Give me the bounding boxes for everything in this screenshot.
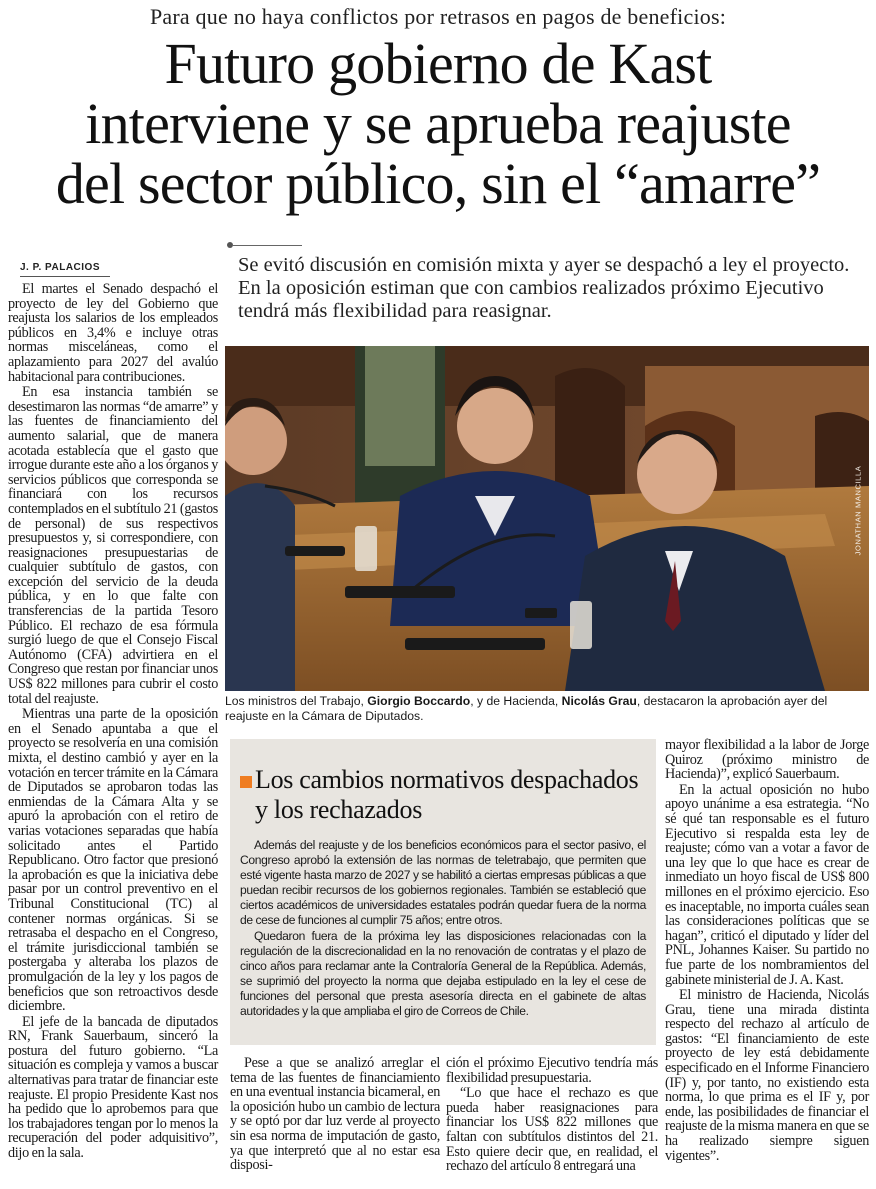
- photo-caption: [225, 694, 869, 723]
- article-kicker: Para que no haya conflictos por retrasos en pagos de beneficios:: [149, 4, 727, 29]
- box-body: [240, 838, 646, 1019]
- middle-column-2: [446, 1056, 658, 1175]
- headline-line: Futuro gobierno de Kast: [164, 31, 712, 96]
- right-column: [665, 738, 869, 1164]
- photo-credit: JONATHAN MANCILLA: [853, 465, 863, 556]
- caption-text: Los ministros del Trabajo,: [225, 694, 368, 708]
- paragraph: Mientras una parte de la oposición en el Senado apuntaba a que el proyecto se resolvería en una comisión mixta, el destino cambió y ayer en la votación en tercer trámite en la Cámara de Diputados se aprobaron todas las enmiendas de la Cámara Alta y se apuró la aprobación con el retiro de varias votaciones separadas que había solicitado antes el Partido Republicano. Otro factor que presionó la aprobación es que la iniciativa debe pasar por un control preventivo en el Tribunal Constitucional (TC) al contener normas orgánicas. Si se retrasaba el despacho en el Congreso, el trámite jurisdiccional también se postergaba y alteraba los plazos de promulgación de la ley y los pagos de beneficios que son retroactivos desde diciembre.: [8, 706, 218, 1015]
- caption-name: Giorgio Boccardo: [367, 694, 471, 708]
- paragraph: Pese a que se analizó arreglar el tema de las fuentes de financiamiento en una eventual instancia bicameral, en la oposición hubo un cambio de lectura y se optó por dar luz verde al proyecto sin esa norma de imputación de gasto, ya que interpretó que al no estar esa disposi-: [230, 1055, 440, 1174]
- paragraph: El jefe de la bancada de diputados RN, Frank Sauerbaum, sinceró la postura del futuro gobierno. “La situación es compleja y vamos a buscar alternativas para tratar de financiar este reajuste. El propio Presidente Kast nos ha pedido que lo aprobemos para que los trabajadores tengan por lo menos la recuperación del poder adquisitivo”, dijo en la sala.: [8, 1013, 218, 1162]
- paragraph: ción el próximo Ejecutivo tendría más flexibilidad presupuestaria.: [446, 1055, 658, 1086]
- headline-line: del sector público, sin el “amarre”: [55, 151, 821, 216]
- caption-name: Nicolás Grau: [561, 694, 637, 708]
- news-photo: [225, 346, 869, 691]
- subhead-rule: [232, 245, 302, 246]
- caption-text: , destacaron la aprobación ayer del reajuste en la Cámara de Diputados.: [225, 694, 828, 723]
- box-accent-square: [240, 776, 252, 788]
- paragraph: “Lo que hace el rechazo es que pueda haber reasignaciones para financiar los US$ 822 millones que faltan con subtítulos distintos del 21. Esto quiere decir que, en realidad, el rechazo del artículo 8 entregará una: [446, 1085, 658, 1175]
- paragraph: mayor flexibilidad a la labor de Jorge Quiroz (próximo ministro de Hacienda)”, explicó Sauerbaum.: [665, 737, 869, 783]
- middle-column-1: [230, 1056, 440, 1174]
- article-subhead: Se evitó discusión en comisión mixta y ayer se despachó a ley el proyecto. En la oposición estiman que con cambios realizados próximo Ejecutivo tendrá más flexibilidad para reasignar.: [238, 254, 850, 322]
- paragraph: Además del reajuste y de los beneficios económicos para el sector pasivo, el Congreso aprobó la extensión de las normas de teletrabajo, que permiten que esté vigente hasta marzo de 2027 y se habilitó a ciertas empresas públicas a que puedan recibir recursos de los gobiernos regionales. También se estableció que ciertos académicos de universidades estatales podrán quedar fuera de la norma de cese de funciones al cumplir 75 años; entre otros.: [240, 838, 646, 928]
- headline-line: interviene y se aprueba reajuste: [85, 91, 791, 156]
- paragraph: El ministro de Hacienda, Nicolás Grau, tiene una mirada distinta respecto del rechazo al artículo de gastos: “El financiamiento de este proyecto de ley está debidamente especificado en el Informe Financiero (IF) y, por tanto, no existiendo esta norma, lo que prima es el IF y, por ende, las posibilidades de financiar el reajuste de la misma manera en que se ha realizado siempre siguen vigentes”.: [665, 987, 869, 1164]
- caption-text: , y de Hacienda,: [470, 694, 562, 708]
- paragraph: En la actual oposición no hubo apoyo unánime a esa estrategia. “No sé qué tan responsable es el futuro Ejecutivo si respalda esta ley de reajuste; cómo van a votar a favor de una ley que lo que hace es crear de inmediato un hoyo fiscal de US$ 800 millones en el próximo ejercicio. Eso es inaceptable, no importa cuáles sean las consideraciones políticas que se hagan”, criticó el diputado y líder del PNL, Johannes Kaiser. Su partido no fue parte de los nombramientos del gabinete ministerial de J. A. Kast.: [665, 781, 869, 988]
- left-column: [8, 282, 218, 1162]
- box-title: Los cambios normativos despachados y los rechazados: [255, 765, 639, 824]
- byline: J. P. PALACIOS: [20, 262, 100, 273]
- paragraph: En esa instancia también se desestimaron las normas “de amarre” y las fuentes de financiamiento del aumento salarial, que de manera acotada establecía que el gasto que irrogue durante este año a los órganos y servicios públicos que corresponda se financiará con los recursos contemplados en el subtítulo 21 (gastos de personal) de sus respectivos presupuestos y, si correspondiere, con reasignaciones presupuestarias de cualquier subtítulo de gastos, con excepción del servicio de la deuda pública, y en lo que falte con transferencias de la partida Tesoro Público. El rechazo de esa fórmula surgió luego de que el Consejo Fiscal Autónomo (CFA) advirtiera en el Congreso que restan por financiar unos US$ 822 millones para cubrir el costo total del reajuste.: [8, 384, 219, 707]
- sidebar-box: [230, 739, 656, 1045]
- byline-rule: [20, 276, 110, 277]
- photo-illustration: [225, 346, 869, 691]
- paragraph: Quedaron fuera de la próxima ley las disposiciones relacionadas con la regulación de la discrecionalidad en la no renovación de contratas y el plazo de cinco años para reclamar ante la Contraloría General de la República. Además, se suprimió del proyecto la norma que dejaba estipulado en la ley el cese de funciones del personal que presta asesoría directa en el gabinete de altas autoridades y la que ampliaba el giro de Correos de Chile.: [240, 928, 646, 1019]
- paragraph: El martes el Senado despachó el proyecto de ley del Gobierno que reajusta los salarios de los empleados públicos en 3,4% e incluye otras normas misceláneas, como el aplazamiento para 2027 del avalúo habitacional para contribuciones.: [8, 281, 218, 385]
- article-headline: [0, 31, 876, 216]
